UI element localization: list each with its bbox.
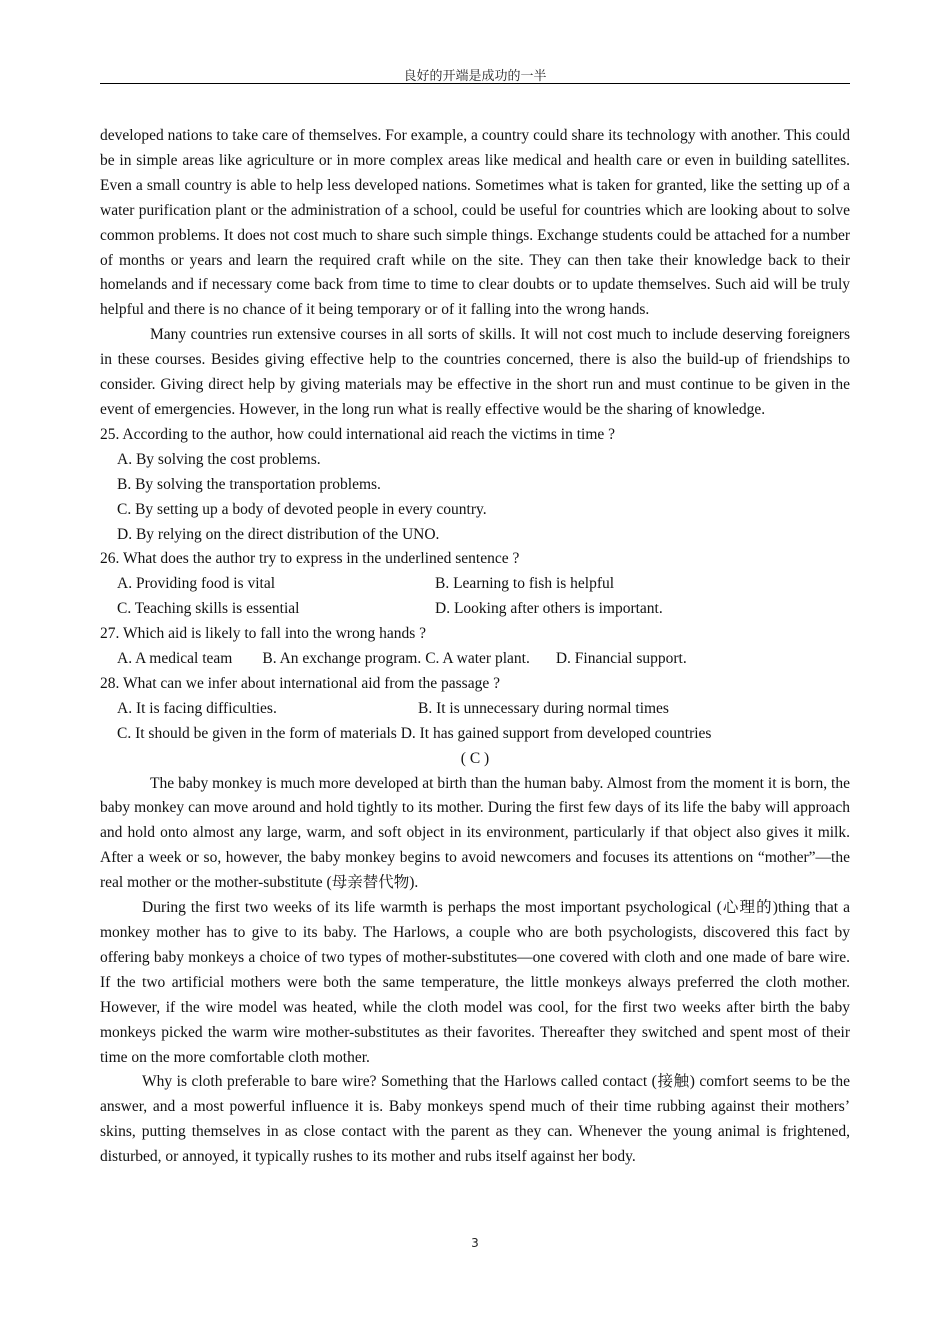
passage-c-paragraph-3: Why is cloth preferable to bare wire? Something that the Harlows called contact (接触) comfort seems to be the answer, and a most powerful influence it is. Baby monkeys spend much of their time rubbing against their mothers’ skins, putting themselves in as close contact with the parent as they can. Whenever the young animal is frightened, disturbed, or annoyed, it typically rushes to its mother and rubs itself against her body. [100, 1073, 850, 1166]
page-header-title: 良好的开端是成功的一半 [403, 69, 547, 84]
question-26-options-row-1 [117, 572, 850, 597]
question-27-option-c: C. A water plant. [425, 650, 530, 668]
passage-c-paragraph-1: The baby monkey is much more developed at birth than the human baby. Almost from the moment it is born, the baby monkey can move around and hold tightly to its mother. During the first few days of its life the baby will approach and hold onto almost any large, warm, and soft object in its environment, particularly if that object also gives it milk. After a week or so, however, the baby monkey begins to avoid newcomers and focuses its attentions on “mother”—the real mother or the mother-substitute (母亲替代物). [100, 774, 850, 892]
passage-b-paragraph-2: Many countries run extensive courses in all sorts of skills. It will not cost much to include deserving foreigners in these courses. Besides giving effective help to the countries concerned, there is also the build-up of friendships to consider. Giving direct help by giving materials may be effective in the short run and must continue to be given in the event of emergencies. However, in the long run what is really effective would be the sharing of knowledge. [100, 326, 850, 418]
passage-b-paragraph-1: developed nations to take care of themselves. For example, a country could share its technology with another. This could be in simple areas like agriculture or in more complex areas like medical and health care or even in building satellites. Even a small country is able to help less developed nations. Sometimes what is taken for granted, like the setting up of a water purification plant or the administration of a school, could be useful for countries which are looking about to solve common problems. It does not cost much to share such simple things. Exchange students could be attached for a number of months or years and learn the required craft while on the site. They can then take their knowledge back to their homelands and if necessary come back from time to time to clear doubts or to update themselves. Such aid will be truly helpful and there is no chance of it being temporary or of it falling into the wrong hands. [100, 127, 850, 319]
question-26-stem: 26. What does the author try to express in the underlined sentence ? [100, 550, 520, 568]
question-26-option-c: C. Teaching skills is essential [117, 600, 300, 618]
document-body [100, 124, 850, 1170]
question-28-option-c: C. It should be given in the form of materials [117, 724, 397, 742]
question-28-stem: 28. What can we infer about international aid from the passage ? [100, 674, 500, 692]
passage-c-paragraph-2: During the first two weeks of its life warmth is perhaps the most important psychological (心理的)thing that a monkey mother has to give to its baby. The Harlows, a couple who are both psychologists, discovered this fact by offering baby monkeys a choice of two types of mother-substitutes—one covered with cloth and one made of bare wire. If the two artificial mothers were both the same temperature, the little monkeys always preferred the cloth mother. However, if the wire model was heated, while the cloth model was cool, for the first two weeks after birth the baby monkeys picked the warm wire mother-substitutes as their favorites. Thereafter they switched and spent most of their time on the more comfortable cloth mother. [100, 899, 850, 1066]
question-28-option-d: D. It has gained support from developed countries [400, 724, 712, 742]
question-27-option-b: B. An exchange program. [262, 650, 422, 668]
question-26-option-d: D. Looking after others is important. [435, 600, 663, 618]
question-26-option-b: B. Learning to fish is helpful [435, 575, 615, 593]
question-28-options-row-1 [117, 697, 850, 722]
question-25-option-d: D. By relying on the direct distribution of the UNO. [117, 525, 440, 543]
question-26-option-a: A. Providing food is vital [117, 575, 276, 593]
question-26-options-row-2 [117, 597, 850, 622]
question-28-options-row-2 [117, 722, 850, 747]
question-27-option-d: D. Financial support. [555, 650, 687, 668]
question-28-option-b: B. It is unnecessary during normal times [418, 699, 669, 717]
passage-c-label: ( C ) [460, 749, 490, 767]
question-25-option-b: B. By solving the transportation problems. [117, 475, 381, 493]
header-divider [100, 83, 850, 84]
question-25-stem: 25. According to the author, how could international aid reach the victims in time ? [100, 425, 616, 443]
question-27-options-row [117, 647, 850, 672]
question-25-option-a: A. By solving the cost problems. [117, 450, 321, 468]
question-28-option-a: A. It is facing difficulties. [117, 699, 277, 717]
question-27-stem: 27. Which aid is likely to fall into the wrong hands ? [100, 625, 427, 643]
question-27-option-a: A. A medical team [117, 650, 233, 668]
question-25-option-c: C. By setting up a body of devoted people in every country. [117, 500, 487, 518]
page-number: 3 [471, 1236, 479, 1250]
